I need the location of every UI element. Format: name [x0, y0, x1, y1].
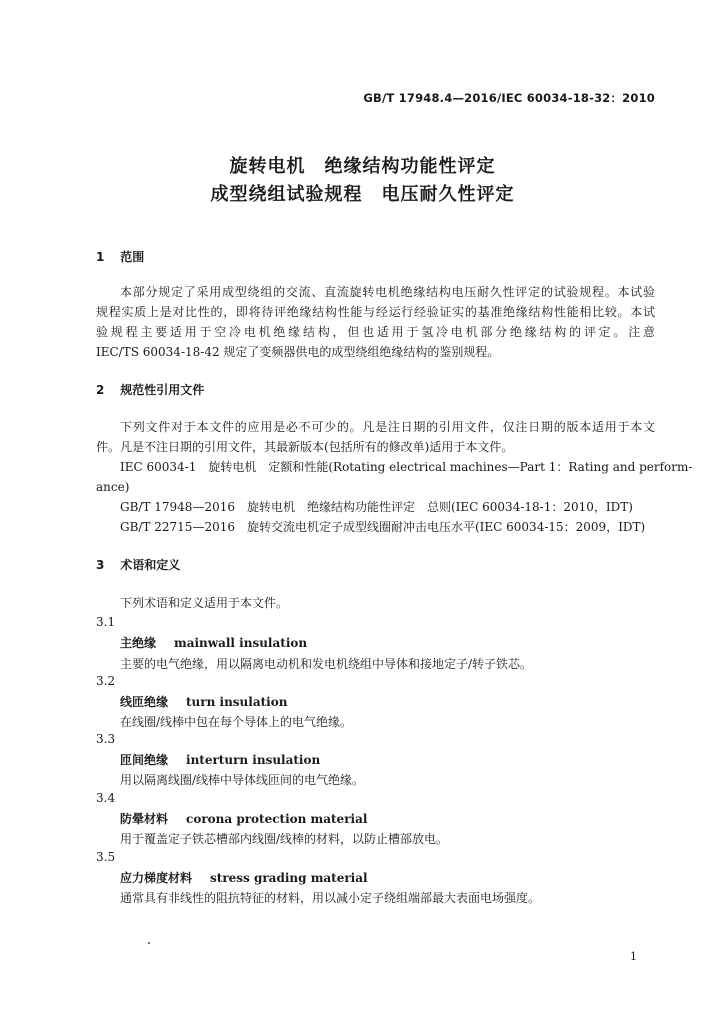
s1-line-2: 规程实质上是对比性的，即将待评绝缘结构性能与经运行经验证实的基准绝缘结构性能相比较。本试 — [96, 305, 655, 319]
term-cn: 应力梯度材料 — [120, 871, 193, 885]
standard-code-header: GB/T 17948.4—2016/IEC 60034-18-32：2010 — [363, 91, 655, 105]
term-heading — [120, 751, 320, 768]
section-3-heading — [96, 556, 180, 573]
section-title: 术语和定义 — [120, 558, 181, 572]
s2-ref-gbt22715: GB/T 22715—2016 旋转交流电机定子成型线圈耐冲击电压水平(IEC 60034-15：2009，IDT) — [120, 520, 646, 534]
term-heading — [120, 869, 368, 886]
term-heading — [120, 693, 287, 710]
s1-line-1: 本部分规定了采用成型绕组的交流、直流旋转电机绝缘结构电压耐久性评定的试验规程。本试验 — [120, 285, 655, 299]
s1-line-3: 验规程主要适用于空冷电机绝缘结构，但也适用于氢冷电机部分绝缘结构的评定。注意 — [96, 325, 655, 339]
scan-speck — [148, 942, 150, 944]
term-number: 3.4 — [96, 791, 116, 805]
section-number: 2 — [96, 383, 105, 397]
term-en: turn insulation — [186, 695, 288, 709]
term-definition: 用于覆盖定子铁芯槽部内线圈/线棒的材料，以防止槽部放电。 — [120, 832, 449, 846]
term-number: 3.3 — [96, 732, 116, 746]
term-en: stress grading material — [210, 871, 368, 885]
term-cn: 线匝绝缘 — [120, 695, 169, 709]
term-heading — [120, 634, 307, 651]
term-number: 3.5 — [96, 850, 116, 864]
page-number: 1 — [630, 950, 637, 963]
term-definition: 主要的电气绝缘，用以隔离电动机和发电机绕组中导体和接地定子/转子铁芯。 — [120, 657, 533, 671]
s3-intro: 下列术语和定义适用于本文件。 — [120, 596, 289, 610]
s2-ref-gbt17948: GB/T 17948—2016 旋转电机 绝缘结构功能性评定 总则(IEC 60034-18-1：2010，IDT) — [120, 500, 633, 514]
term-heading — [120, 810, 367, 827]
term-cn: 匝间绝缘 — [120, 753, 169, 767]
section-2-heading — [96, 381, 204, 398]
term-cn: 防晕材料 — [120, 812, 169, 826]
term-cn: 主绝缘 — [120, 636, 157, 650]
section-title: 范围 — [120, 250, 145, 264]
s2-line-2: 件。凡是不注日期的引用文件，其最新版本(包括所有的修改单)适用于本文件。 — [96, 440, 514, 454]
term-number: 3.1 — [96, 615, 116, 629]
section-number: 3 — [96, 558, 105, 572]
s1-line-4: IEC/TS 60034-18-42 规定了变频器供电的成型绕组绝缘结构的鉴别规程。 — [96, 345, 500, 359]
term-en: interturn insulation — [186, 753, 321, 767]
s2-ref-iec60034-1: IEC 60034-1 旋转电机 定额和性能(Rotating electrical machines—Part 1：Rating and perform- — [120, 460, 693, 474]
section-1-heading — [96, 248, 144, 265]
term-definition: 通常具有非线性的阻抗特征的材料，用以减小定子绕组端部最大表面电场强度。 — [120, 891, 541, 905]
s2-ref-iec60034-1-cont: ance) — [96, 480, 130, 494]
term-en: mainwall insulation — [174, 636, 308, 650]
section-title: 规范性引用文件 — [120, 383, 205, 397]
s2-line-1: 下列文件对于本文件的应用是必不可少的。凡是注日期的引用文件，仅注日期的版本适用于本文 — [120, 420, 655, 434]
term-definition: 在线圈/线棒中包在每个导体上的电气绝缘。 — [120, 715, 353, 729]
section-number: 1 — [96, 250, 105, 264]
term-definition: 用以隔离线圈/线棒中导体线匝间的电气绝缘。 — [120, 773, 365, 787]
title-line-1: 旋转电机 绝缘结构功能性评定 — [229, 156, 496, 177]
term-en: corona protection material — [186, 812, 368, 826]
title-line-2: 成型绕组试验规程 电压耐久性评定 — [210, 184, 515, 205]
term-number: 3.2 — [96, 674, 116, 688]
